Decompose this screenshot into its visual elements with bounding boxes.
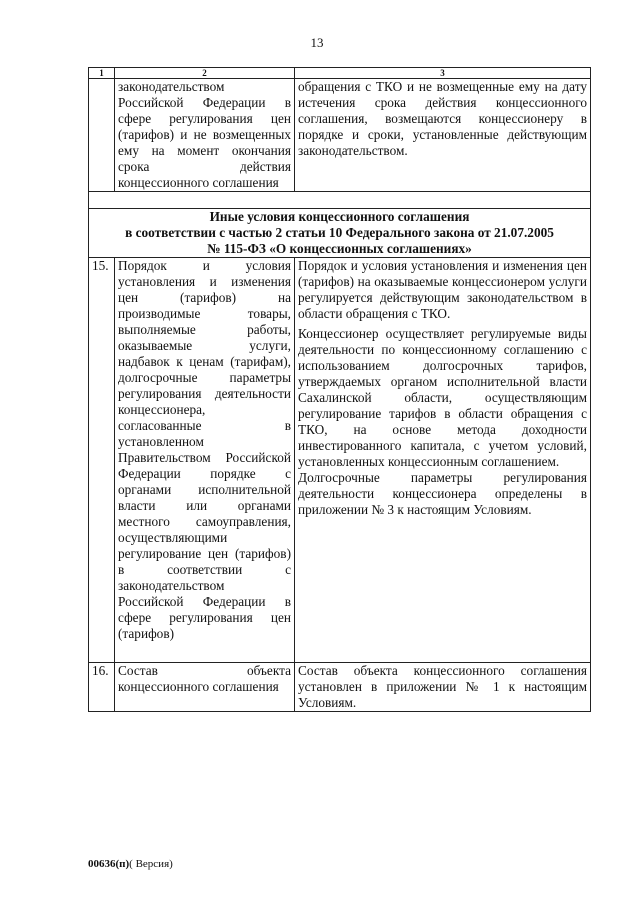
condition-value: Состав объекта концессионного соглашения установлен в приложении № 1 к настоящим Условиям.: [295, 663, 591, 712]
condition-value: [295, 258, 591, 663]
section-title-line-3: № 115-ФЗ «О концессионных соглашениях»: [207, 241, 472, 256]
condition-paragraph: Концессионер осуществляет регулируемые виды деятельности по концессионному соглашению с использованием долгосрочных тарифов, утверждаемых органом исполнительной власти Сахалинской области, осуществляющим регулирование тарифов в области обращения с ТКО, на основе метода доходности инвестированного капитала, с учетом условий, установленных концессионным соглашением.: [298, 326, 587, 469]
row-number: [89, 79, 115, 192]
condition-paragraph: Долгосрочные параметры регулирования деятельности концессионера определены в приложении № 3 к настоящим Условиям.: [298, 470, 587, 517]
section-header-row: [89, 209, 591, 258]
section-title: [89, 209, 591, 258]
table-row-continuation: [89, 79, 591, 192]
column-header-row: [89, 68, 591, 79]
condition-name: законодательством Российской Федерации в сфере регулирования цен (тарифов) и не возмещенных ему на момент окончания срока действия концессионного соглашения: [115, 79, 295, 192]
document-code: 00636(п): [88, 858, 130, 870]
table-row-16: [89, 663, 591, 712]
document-version: ( Версия): [129, 858, 173, 870]
column-header-1: 1: [89, 68, 115, 79]
conditions-table: [88, 67, 591, 712]
row-number: 16.: [89, 663, 115, 712]
table-row-15: [89, 258, 591, 663]
column-header-2: 2: [115, 68, 295, 79]
document-footer: [88, 858, 173, 870]
condition-name: Состав объекта концессионного соглашения: [115, 663, 295, 712]
spacer-row: [89, 192, 591, 209]
column-header-3: 3: [295, 68, 591, 79]
condition-value: обращения с ТКО и не возмещенные ему на дату истечения срока действия концессионного соглашения, возмещаются концессионеру в порядке и сроки, установленные действующим законодательством.: [295, 79, 591, 192]
page-number: 13: [310, 35, 324, 50]
spacer-cell: [89, 192, 591, 209]
condition-paragraph: Порядок и условия установления и изменения цен (тарифов) на оказываемые концессионером услуги регулируется действующим законодательством в области обращения с ТКО.: [298, 258, 587, 321]
section-title-line-2: в соответствии с частью 2 статьи 10 Федерального закона от 21.07.2005: [125, 225, 554, 240]
row-number: 15.: [89, 258, 115, 663]
condition-name: Порядок и условия установления и изменения цен (тарифов) на производимые товары, выполняемые работы, оказываемые услуги, надбавок к ценам (тарифам), долгосрочные параметры регулирования деятельности концессионера, согласованные в установленном Правительством Российской Федерации порядке с органами исполнительной власти или органами местного самоуправления, осуществляющими регулирование цен (тарифов) в соответствии с законодательством Российской Федерации в сфере регулирования цен (тарифов): [115, 258, 295, 663]
section-title-line-1: Иные условия концессионного соглашения: [209, 209, 470, 224]
